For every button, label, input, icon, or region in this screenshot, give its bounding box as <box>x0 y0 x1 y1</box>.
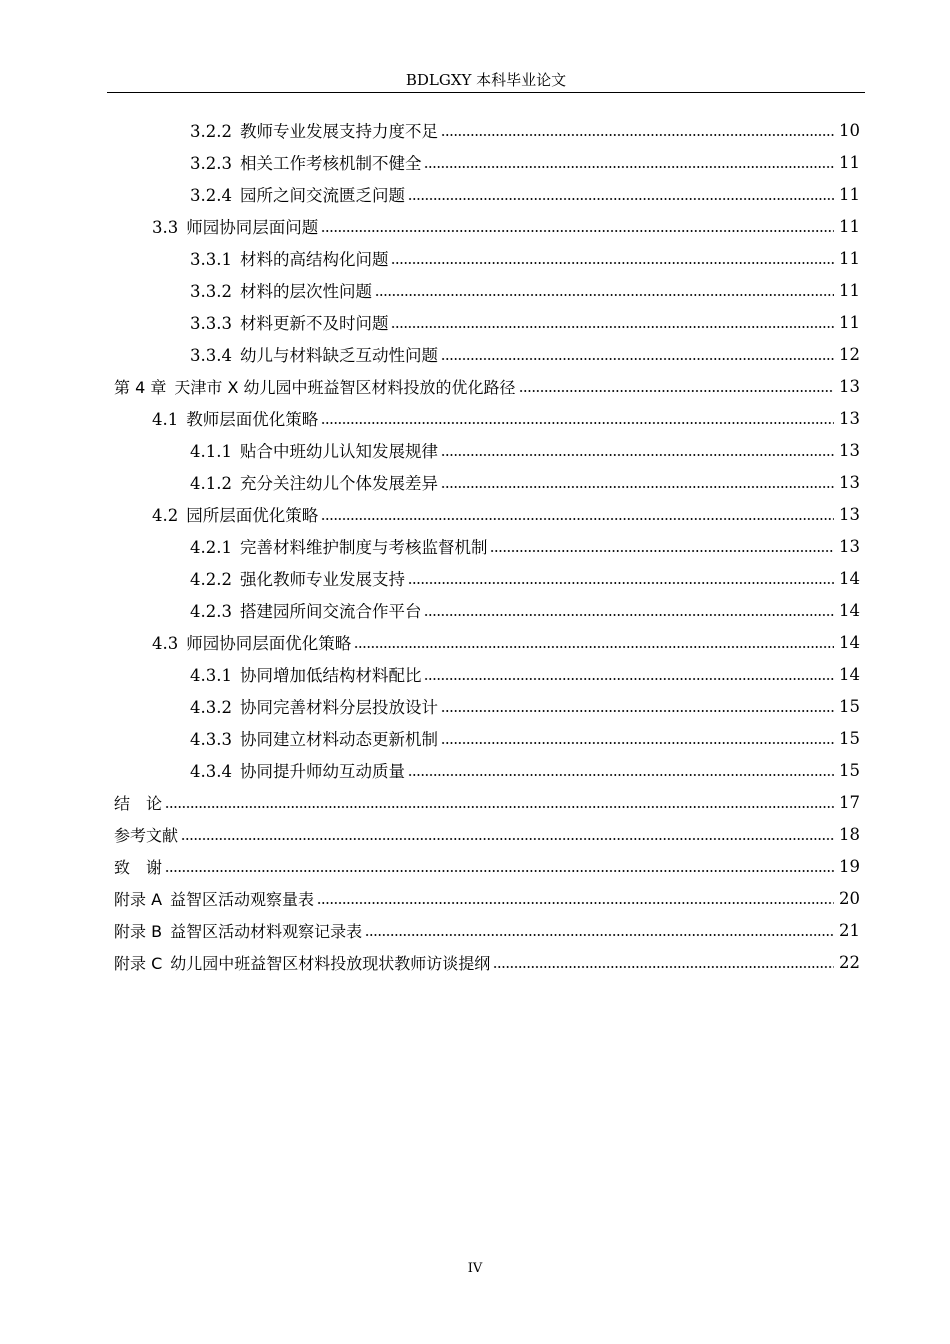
toc-entry-number: 3.3.1 <box>190 250 232 269</box>
toc-entry-title <box>190 118 439 142</box>
page-number: IV <box>467 1261 483 1276</box>
toc-entry[interactable] <box>0 178 950 210</box>
toc-entry[interactable] <box>0 786 950 818</box>
dot-leader <box>424 614 834 616</box>
toc-entry-page: 14 <box>839 632 860 652</box>
toc-entry-page: 11 <box>839 152 860 172</box>
toc-entry-page: 15 <box>839 760 860 780</box>
toc-entry[interactable] <box>0 338 950 370</box>
toc-entry[interactable] <box>0 562 950 594</box>
toc-entry-number: 4.3.4 <box>190 762 232 781</box>
toc-entry-page: 18 <box>839 824 860 844</box>
dot-leader <box>391 326 834 328</box>
toc-entry[interactable] <box>0 274 950 306</box>
toc-entry[interactable] <box>0 146 950 178</box>
toc-entry[interactable] <box>0 626 950 658</box>
toc-entry-page: 15 <box>839 728 860 748</box>
toc-entry-title <box>190 598 422 622</box>
toc-entry-title <box>190 182 406 206</box>
toc-entry-page: 15 <box>839 696 860 716</box>
toc-entry[interactable] <box>0 914 950 946</box>
toc-entry-label: 幼儿与材料缺乏互动性问题 <box>239 346 438 365</box>
toc-entry-page: 17 <box>839 792 860 812</box>
dot-leader <box>424 678 834 680</box>
toc-entry-title <box>114 855 163 878</box>
dot-leader <box>321 230 834 232</box>
toc-entry[interactable] <box>0 946 950 978</box>
toc-entry[interactable] <box>0 530 950 562</box>
toc-entry-page: 22 <box>839 952 860 972</box>
toc-entry[interactable] <box>0 306 950 338</box>
toc-entry-number: 4.2.1 <box>190 538 232 557</box>
toc-entry-number: 4.2.3 <box>190 602 232 621</box>
toc-entry-title <box>190 342 439 366</box>
toc-entry[interactable] <box>0 466 950 498</box>
toc-entry-label: 园所层面优化策略 <box>186 506 319 525</box>
toc-entry-number: 3.3.3 <box>190 314 232 333</box>
toc-entry-number: 4.3.2 <box>190 698 232 717</box>
dot-leader <box>408 582 834 584</box>
toc-entry-label: 充分关注幼儿个体发展差异 <box>239 474 438 493</box>
toc-entry-title <box>114 951 491 974</box>
toc-entry-title <box>190 726 439 750</box>
toc-entry-label: 协同完善材料分层投放设计 <box>239 698 438 717</box>
table-of-contents <box>0 114 950 978</box>
toc-entry-title <box>114 791 163 814</box>
toc-entry-number: 4.1 <box>152 410 179 429</box>
toc-entry-number: 4.3 <box>152 634 179 653</box>
toc-entry-number: 4.2 <box>152 506 179 525</box>
toc-entry[interactable] <box>0 370 950 402</box>
toc-entry-number: 3.2.2 <box>190 122 232 141</box>
toc-entry[interactable] <box>0 722 950 754</box>
dot-leader <box>490 550 834 552</box>
toc-entry-label: 师园协同层面问题 <box>186 218 319 237</box>
toc-entry[interactable] <box>0 882 950 914</box>
toc-entry-title <box>190 470 439 494</box>
toc-entry-title <box>114 919 363 942</box>
dot-leader <box>365 934 834 936</box>
toc-entry-page: 10 <box>839 120 860 140</box>
toc-entry-label: 益智区活动材料观察记录表 <box>170 921 363 941</box>
toc-entry-title <box>152 502 319 526</box>
toc-entry[interactable] <box>0 690 950 722</box>
toc-entry-page: 11 <box>839 280 860 300</box>
toc-entry-label: 搭建园所间交流合作平台 <box>239 602 422 621</box>
toc-entry-page: 13 <box>839 472 860 492</box>
toc-entry-page: 20 <box>839 888 860 908</box>
dot-leader <box>408 198 834 200</box>
toc-entry-title <box>152 214 319 238</box>
dot-leader <box>165 806 834 808</box>
toc-entry-number: 4.2.2 <box>190 570 232 589</box>
toc-entry[interactable] <box>0 434 950 466</box>
toc-entry-number: 4.1.2 <box>190 474 232 493</box>
toc-entry-label: 致 谢 <box>114 857 163 877</box>
toc-entry-title <box>190 246 389 270</box>
toc-entry-label: 参考文献 <box>114 825 179 845</box>
toc-entry[interactable] <box>0 754 950 786</box>
toc-entry-title <box>190 438 439 462</box>
toc-entry-page: 21 <box>839 920 860 940</box>
dot-leader <box>165 870 834 872</box>
dot-leader <box>317 902 834 904</box>
toc-entry-number: 附录 C <box>114 953 163 973</box>
toc-entry-label: 协同提升师幼互动质量 <box>239 762 405 781</box>
dot-leader <box>441 486 834 488</box>
dot-leader <box>441 358 834 360</box>
toc-entry-label: 强化教师专业发展支持 <box>239 570 405 589</box>
toc-entry[interactable] <box>0 242 950 274</box>
dot-leader <box>441 134 834 136</box>
toc-entry-label: 教师专业发展支持力度不足 <box>239 122 438 141</box>
dot-leader <box>321 422 834 424</box>
dot-leader <box>408 774 834 776</box>
toc-entry-label: 协同建立材料动态更新机制 <box>239 730 438 749</box>
toc-entry-title <box>114 887 315 910</box>
toc-entry-label: 材料更新不及时问题 <box>239 314 389 333</box>
toc-entry-label: 贴合中班幼儿认知发展规律 <box>239 442 438 461</box>
toc-entry-page: 14 <box>839 664 860 684</box>
page-header <box>107 70 865 93</box>
dot-leader <box>181 838 834 840</box>
toc-entry-number: 3.3 <box>152 218 179 237</box>
toc-entry[interactable] <box>0 658 950 690</box>
toc-entry-label: 材料的层次性问题 <box>239 282 372 301</box>
toc-entry-title <box>190 310 389 334</box>
toc-entry-title <box>190 694 439 718</box>
toc-entry-page: 14 <box>839 600 860 620</box>
toc-entry-page: 14 <box>839 568 860 588</box>
toc-entry-number: 4.3.3 <box>190 730 232 749</box>
dot-leader <box>441 454 834 456</box>
toc-entry-label: 益智区活动观察量表 <box>170 889 315 909</box>
dot-leader <box>321 518 834 520</box>
toc-entry-number: 3.3.4 <box>190 346 232 365</box>
toc-entry[interactable] <box>0 114 950 146</box>
toc-entry-number: 3.3.2 <box>190 282 232 301</box>
toc-entry-label: 园所之间交流匮乏问题 <box>239 186 405 205</box>
toc-entry-page: 11 <box>839 248 860 268</box>
toc-entry-page: 11 <box>839 312 860 332</box>
toc-entry-title <box>152 406 319 430</box>
toc-entry[interactable] <box>0 850 950 882</box>
header-title: BDLGXY 本科毕业论文 <box>405 71 567 89</box>
toc-entry-page: 13 <box>839 440 860 460</box>
toc-entry-title <box>190 662 422 686</box>
toc-entry-label: 教师层面优化策略 <box>186 410 319 429</box>
toc-entry-page: 19 <box>839 856 860 876</box>
toc-entry-title <box>190 150 422 174</box>
toc-entry[interactable] <box>0 210 950 242</box>
toc-entry-label: 天津市 X 幼儿园中班益智区材料投放的优化路径 <box>174 377 516 397</box>
toc-entry-number: 第 4 章 <box>114 377 167 397</box>
toc-entry[interactable] <box>0 402 950 434</box>
toc-entry-page: 13 <box>839 376 860 396</box>
toc-entry-label: 协同增加低结构材料配比 <box>239 666 422 685</box>
toc-entry-page: 11 <box>839 184 860 204</box>
toc-entry-title <box>190 566 406 590</box>
toc-entry-number: 3.2.3 <box>190 154 232 173</box>
toc-entry-number: 附录 B <box>114 921 163 941</box>
toc-entry-number: 4.1.1 <box>190 442 232 461</box>
toc-entry-title <box>190 758 406 782</box>
toc-entry-title <box>152 630 352 654</box>
toc-entry-title <box>114 375 517 398</box>
toc-entry-title <box>114 823 179 846</box>
toc-entry-page: 12 <box>839 344 860 364</box>
toc-entry-page: 13 <box>839 504 860 524</box>
toc-entry-page: 11 <box>839 216 860 236</box>
toc-entry-page: 13 <box>839 408 860 428</box>
toc-entry-title <box>190 534 488 558</box>
dot-leader <box>424 166 834 168</box>
dot-leader <box>375 294 834 296</box>
dot-leader <box>354 646 834 648</box>
toc-entry-label: 师园协同层面优化策略 <box>186 634 352 653</box>
toc-entry-title <box>190 278 373 302</box>
toc-entry-label: 相关工作考核机制不健全 <box>239 154 422 173</box>
toc-entry-label: 材料的高结构化问题 <box>239 250 389 269</box>
dot-leader <box>441 710 834 712</box>
toc-entry-label: 结 论 <box>114 793 163 813</box>
toc-entry[interactable] <box>0 594 950 626</box>
toc-entry-label: 完善材料维护制度与考核监督机制 <box>239 538 488 557</box>
toc-entry-page: 13 <box>839 536 860 556</box>
toc-entry-label: 幼儿园中班益智区材料投放现状教师访谈提纲 <box>170 953 491 973</box>
toc-entry-number: 3.2.4 <box>190 186 232 205</box>
toc-entry-number: 4.3.1 <box>190 666 232 685</box>
dot-leader <box>441 742 834 744</box>
toc-entry-number: 附录 A <box>114 889 163 909</box>
dot-leader <box>391 262 834 264</box>
toc-entry[interactable] <box>0 498 950 530</box>
toc-entry[interactable] <box>0 818 950 850</box>
dot-leader <box>519 390 835 392</box>
dot-leader <box>493 966 834 968</box>
